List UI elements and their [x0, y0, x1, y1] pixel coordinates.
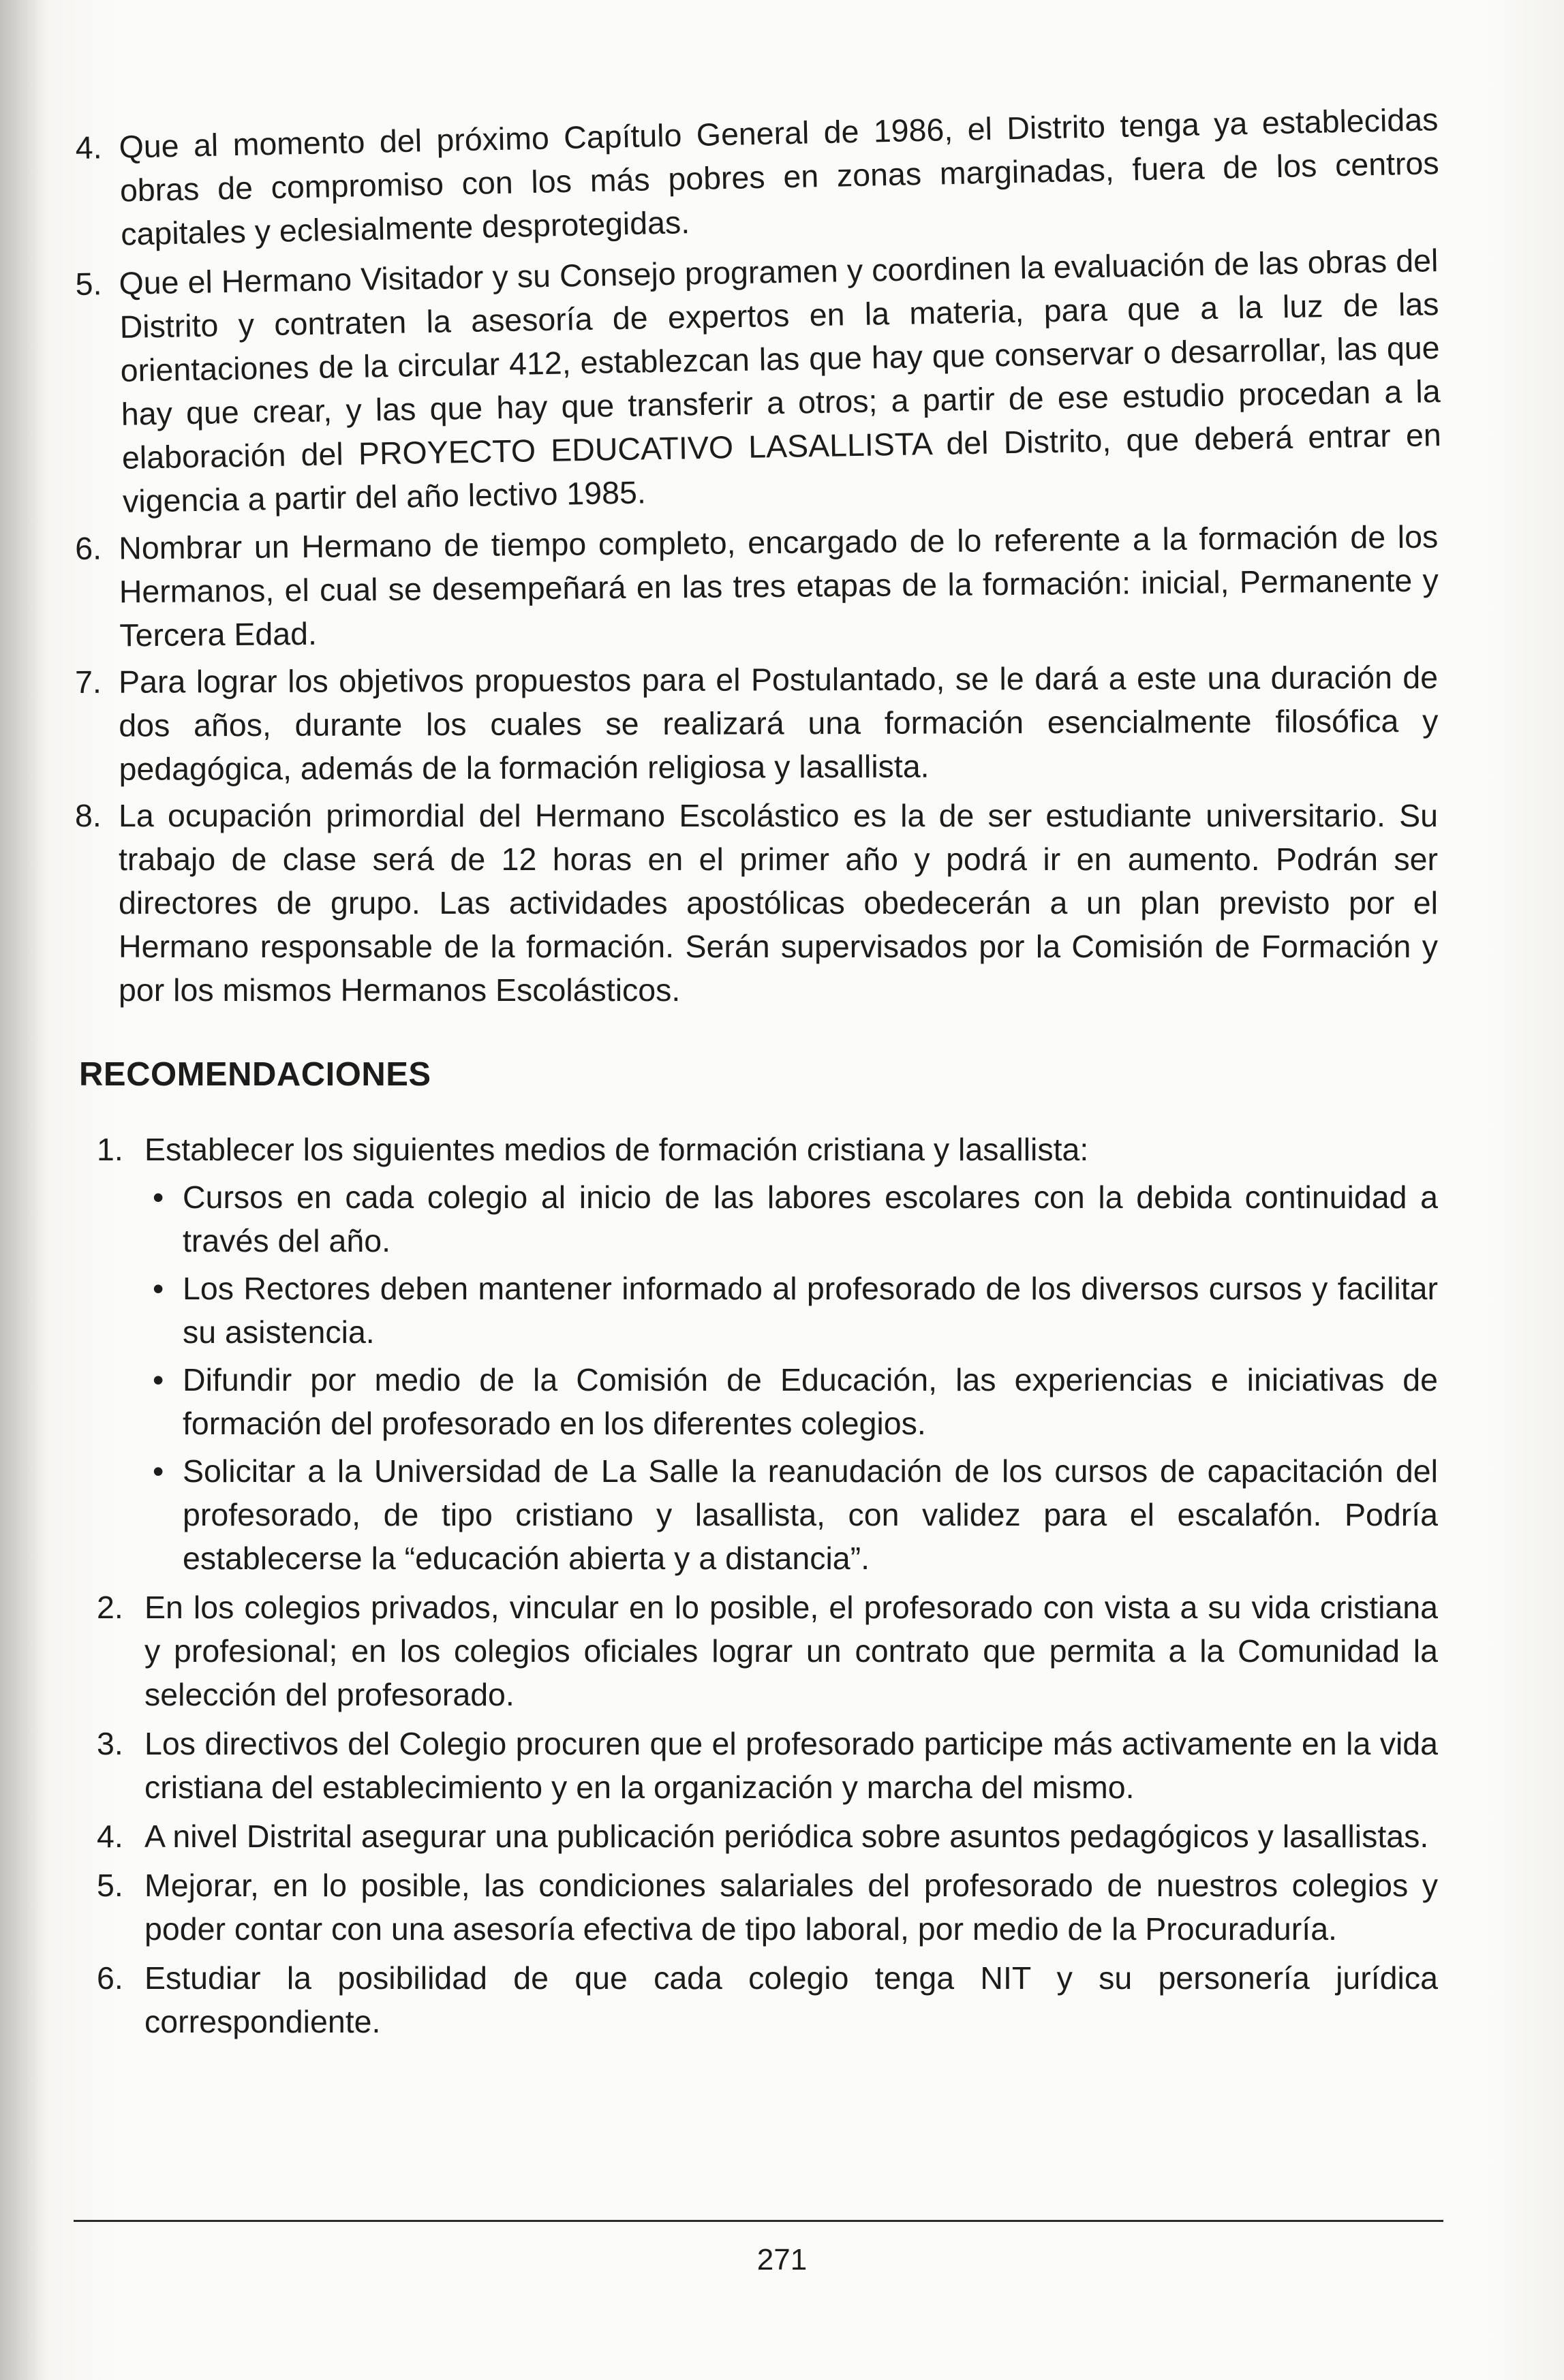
recommendation-3	[75, 1722, 1438, 1809]
bullet-icon: •	[153, 1362, 164, 1397]
bullet-item	[144, 1175, 1438, 1263]
section-heading-recomendaciones: RECOMENDACIONES	[79, 1056, 431, 1093]
numbered-item-5	[75, 238, 1442, 524]
recommendation-text: A nivel Distrital asegurar una publicación periódica sobre asuntos pedagógicos y lasallistas.	[144, 1819, 1429, 1854]
recommendation-text: Estudiar la posibilidad de que cada colegio tenga NIT y su personería jurídica correspondiente.	[144, 1960, 1438, 2039]
page-body	[75, 102, 1442, 2043]
bullet-icon: •	[153, 1179, 164, 1215]
bullet-text: Cursos en cada colegio al inicio de las labores escolares con la debida continuidad a través del año.	[183, 1179, 1438, 1258]
recommendation-text: Los directivos del Colegio procuren que el profesorado participe más activamente en la vida cristiana del establecimiento y en la organización y marcha del mismo.	[144, 1726, 1438, 1805]
footer-rule	[74, 2220, 1443, 2222]
item-text: La ocupación primordial del Hermano Escolástico es la de ser estudiante universitario. Su trabajo de clase será de 12 horas en el primer año y podrá ir en aumento. Podrán ser directores de grupo. Las actividades apostólicas obedecerán a un plan previsto por el Hermano responsable de la formación. Serán supervisados por la Comisión de Formación y por los mismos Hermanos Escolásticos.	[119, 798, 1438, 1008]
item-number: 4.	[75, 129, 102, 166]
item-number: 6.	[75, 530, 102, 566]
item-number: 8.	[75, 798, 102, 833]
page-edge-shadow	[0, 0, 48, 2380]
recommendation-number: 3.	[97, 1726, 123, 1761]
numbered-item-4	[75, 97, 1441, 257]
recommendation-number: 2.	[97, 1590, 123, 1625]
numbered-item-6	[75, 515, 1439, 658]
page-number: 271	[756, 2243, 808, 2276]
bullet-text: Los Rectores deben mantener informado al profesorado de los diversos cursos y facilitar su asistencia.	[183, 1271, 1438, 1350]
numbered-item-7	[75, 655, 1439, 791]
recommendation-text: Mejorar, en lo posible, las condiciones salariales del profesorado de nuestros colegios y poder contar con una asesoría efectiva de tipo laboral, por medio de la Procuraduría.	[144, 1868, 1438, 1947]
item-text: Nombrar un Hermano de tiempo completo, encargado de lo referente a la formación de los Hermanos, el cual se desempeñará en las tres etapas de la formación: inicial, Permanente y Tercera Edad.	[119, 519, 1439, 653]
recommendation-2	[75, 1586, 1438, 1716]
recommendation-number: 6.	[97, 1960, 123, 1996]
recommendation-text: En los colegios privados, vincular en lo posible, el profesorado con vista a su vida cristiana y profesional; en los colegios oficiales lograr un contrato que permita a la Comunidad la selección del profesorado.	[144, 1590, 1438, 1712]
bullet-list	[144, 1175, 1438, 1580]
recommendation-number: 5.	[97, 1868, 123, 1903]
bullet-text: Solicitar a la Universidad de La Salle la reanudación de los cursos de capacitación del profesorado, de tipo cristiano y lasallista, con validez para el escalafón. Podría establecerse la “educación abierta y a distancia”.	[183, 1453, 1438, 1576]
item-text: Para lograr los objetivos propuestos para el Postulantado, se le dará a este una duración de dos años, durante los cuales se realizará una formación esencialmente filosófica y pedagógica, además de la formación religiosa y lasallista.	[119, 660, 1439, 787]
recommendation-4	[75, 1814, 1438, 1858]
item-text: Que el Hermano Visitador y su Consejo programen y coordinen la evaluación de las obras del Distrito y contraten la asesoría de expertos en la materia, para que a la luz de las orientaciones de la circular 412, establezcan las que hay que conservar o desarrollar, las que hay que crear, y las que hay que transferir a otros; a partir de ese estudio procedan a la elaboración del PROYECTO EDUCATIVO LASALLISTA del Distrito, que deberá entrar en vigencia a partir del año lectivo 1985.	[119, 243, 1442, 519]
recommendation-number: 4.	[97, 1819, 123, 1854]
recommendation-6	[75, 1956, 1438, 2043]
bullet-item	[144, 1358, 1438, 1445]
bullet-icon: •	[153, 1453, 164, 1489]
item-text: Que al momento del próximo Capítulo General de 1986, el Distrito tenga ya establecidas obras de compromiso con los más pobres en zonas marginadas, fuera de los centros capitales y eclesialmente desprotegidas.	[119, 102, 1440, 252]
recommendation-text: Establecer los siguientes medios de formación cristiana y lasallista:	[144, 1132, 1089, 1167]
item-number: 7.	[75, 664, 102, 700]
bullet-text: Difundir por medio de la Comisión de Educación, las experiencias e iniciativas de formación del profesorado en los diferentes colegios.	[183, 1362, 1438, 1441]
bullet-item	[144, 1449, 1438, 1580]
numbered-item-8	[75, 794, 1438, 1012]
item-number: 5.	[75, 266, 102, 302]
bullet-icon: •	[153, 1271, 164, 1306]
recommendation-number: 1.	[97, 1132, 123, 1167]
recommendation-5	[75, 1864, 1438, 1951]
recommendation-1	[75, 1128, 1438, 1580]
bullet-item	[144, 1267, 1438, 1354]
